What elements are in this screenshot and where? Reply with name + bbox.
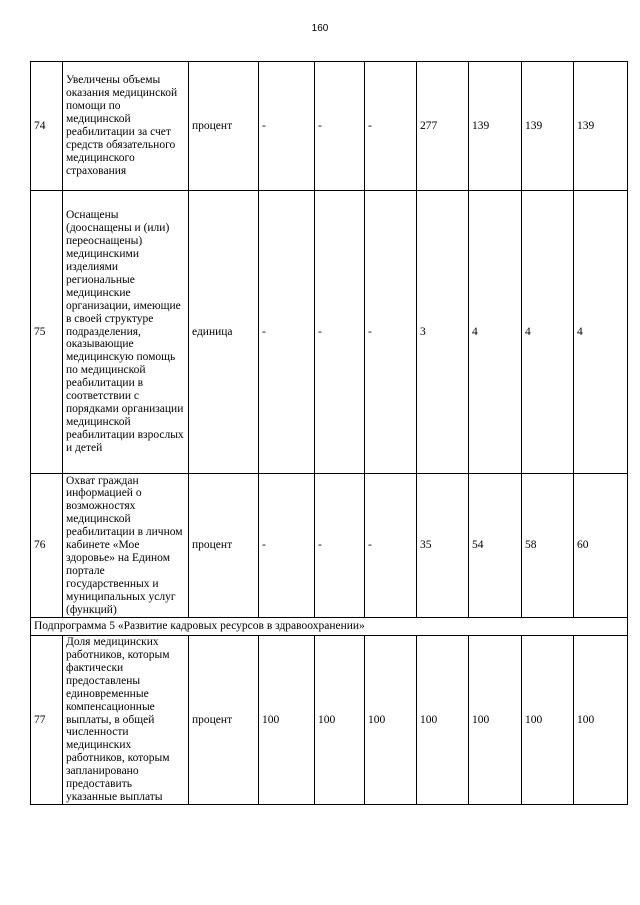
indicator-name: Увеличены объемы оказания медицинской помощи по медицинской реабилитации за счет средств обязательного медицинского страхования: [63, 62, 189, 191]
value-cell: 4: [469, 191, 522, 474]
value-cell: 100: [522, 636, 574, 805]
indicator-name: Охват граждан информацией о возможностях медицинской реабилитации в личном кабинете «Мое здоровье» на Едином портале государственных и муниципальных услуг (функций): [63, 474, 189, 618]
value-cell: 58: [522, 474, 574, 618]
table-row: [31, 191, 628, 474]
value-cell: 100: [315, 636, 365, 805]
table-row: [31, 474, 628, 618]
value-cell: -: [365, 62, 417, 191]
page-number: 160: [311, 23, 329, 34]
indicator-name: Оснащены (дооснащены и (или) переоснащены) медицинскими изделиями региональные медицинские организации, имеющие в своей структуре подразделения, оказывающие медицинскую помощь по медицинской реабилитации в соответствии с порядками организации медицинской реабилитации взрослых и детей: [63, 191, 189, 474]
value-cell: 60: [574, 474, 628, 618]
value-cell: 54: [469, 474, 522, 618]
value-cell: 3: [417, 191, 469, 474]
value-cell: 139: [522, 62, 574, 191]
subprogram-row: [31, 618, 628, 636]
unit-cell: процент: [189, 636, 259, 805]
value-cell: -: [315, 474, 365, 618]
value-cell: 100: [469, 636, 522, 805]
value-cell: -: [259, 62, 315, 191]
value-cell: -: [365, 191, 417, 474]
row-number: 77: [31, 636, 63, 805]
value-cell: 100: [574, 636, 628, 805]
unit-cell: процент: [189, 62, 259, 191]
unit-cell: единица: [189, 191, 259, 474]
value-cell: -: [365, 474, 417, 618]
row-number: 76: [31, 474, 63, 618]
unit-cell: процент: [189, 474, 259, 618]
value-cell: -: [315, 191, 365, 474]
value-cell: 35: [417, 474, 469, 618]
value-cell: 4: [522, 191, 574, 474]
row-number: 74: [31, 62, 63, 191]
value-cell: 139: [469, 62, 522, 191]
row-number: 75: [31, 191, 63, 474]
subprogram-title: Подпрограмма 5 «Развитие кадровых ресурсов в здравоохранении»: [31, 618, 628, 636]
table-row: [31, 62, 628, 191]
value-cell: -: [259, 191, 315, 474]
indicator-name: Доля медицинских работников, которым фактически предоставлены единовременные компенсационные выплаты, в общей численности медицинских работников, которым запланировано предоставить указанные выплаты: [63, 636, 189, 805]
table-row: [31, 636, 628, 805]
indicators-table: [30, 61, 628, 805]
value-cell: -: [315, 62, 365, 191]
value-cell: 4: [574, 191, 628, 474]
value-cell: 139: [574, 62, 628, 191]
value-cell: 277: [417, 62, 469, 191]
value-cell: 100: [417, 636, 469, 805]
value-cell: 100: [259, 636, 315, 805]
value-cell: -: [259, 474, 315, 618]
value-cell: 100: [365, 636, 417, 805]
